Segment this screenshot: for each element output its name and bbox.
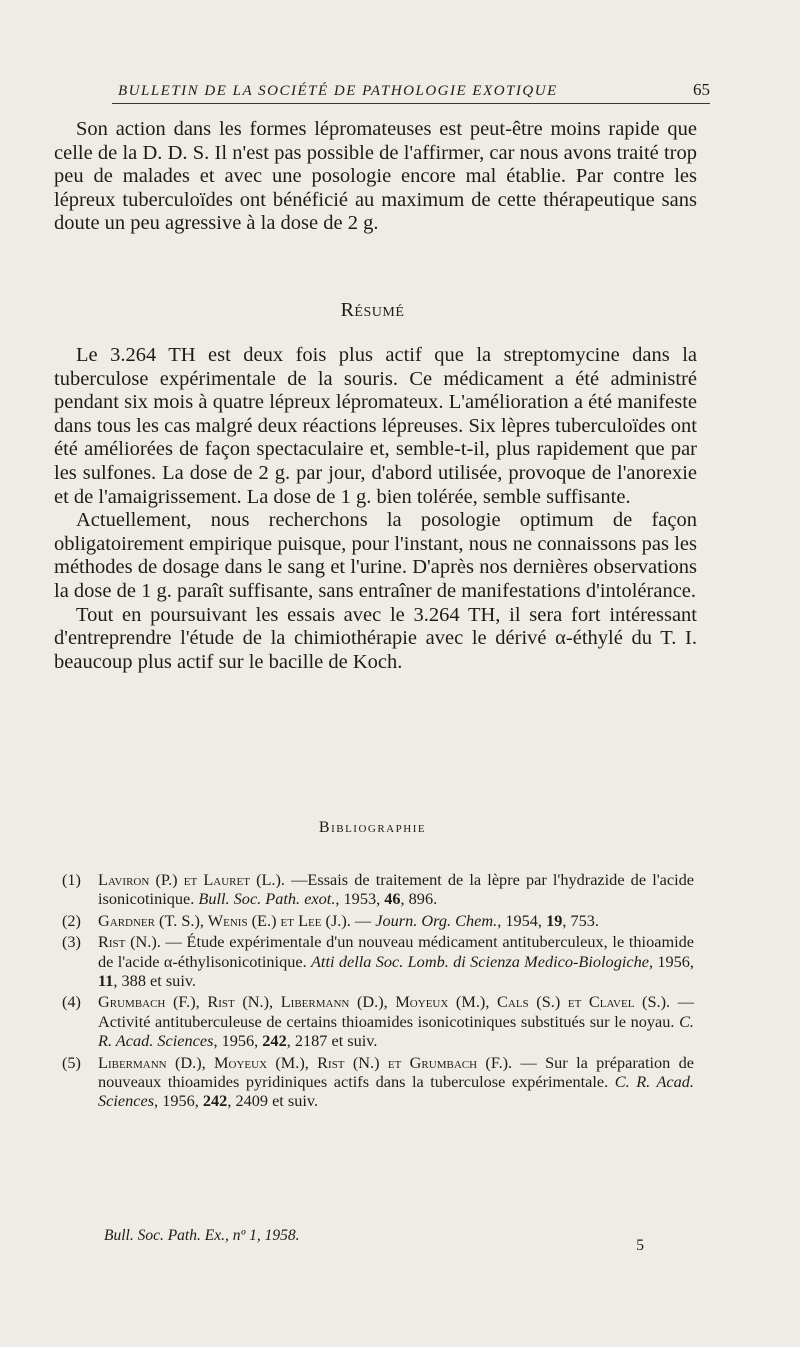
reference-pages: , 388 et suiv. xyxy=(113,971,196,991)
page-footer xyxy=(104,1227,644,1254)
reference-volume: 242 xyxy=(202,1091,228,1111)
reference-authors: Laviron (P.) et Lauret (L.). xyxy=(98,870,285,889)
intro-paragraph: Son action dans les formes lépromateuses est peut-être moins rapide que celle de la D. D. S. Il n'est pas possible de l'affirmer, car nous avons traité trop peu de malades et avec une posologie encore mal établie. Par contre les lépreux tuberculoïdes ont bénéficié au maximum de cette thérapeutique sans doute un peu agressive à la dose de 2 g. xyxy=(54,118,697,235)
resume-heading: Résumé xyxy=(340,299,405,321)
reference-item xyxy=(62,911,694,930)
reference-title: — Sur la préparation de nouveaux thioamides pyridiniques actifs dans la tuberculose expérimentale. xyxy=(98,1052,695,1092)
reference-number: (3) xyxy=(62,932,81,952)
reference-volume: 46 xyxy=(384,889,401,909)
reference-authors: Gardner (T. S.), Wenis (E.) et Lee (J.). xyxy=(98,910,351,930)
reference-journal: Bull. Soc. Path. exot. xyxy=(198,889,336,909)
bibliography-list xyxy=(62,870,694,1113)
bibliography-heading: Bibliographie xyxy=(318,819,427,836)
reference-year: , 1953, xyxy=(335,889,385,909)
resume-paragraph-1: Le 3.264 TH est deux fois plus actif que la streptomycine dans la tuberculose expérimentale de la souris. Ce médicament a été administré pendant six mois à quatre lépreux lépromateux. L'amélioration a été manifeste dans tous les cas malgré deux réactions lépreuses. Six lèpres tuberculoïdes ont été améliorées de façon spectaculaire et, semble-t-il, plus rapidement que par les sulfones. La dose de 2 g. par jour, d'abord utilisée, provoque de l'anorexie et de l'amaigrissement. La dose de 1 g. bien tolérée, semble suffisante. xyxy=(54,344,697,508)
reference-authors: Grumbach (F.), Rist (N.), Libermann (D.), Moyeux (M.), Cals (S.) et Clavel (S.). xyxy=(98,992,671,1012)
reference-authors: Rist (N.). xyxy=(98,932,161,952)
footer-citation: Bull. Soc. Path. Ex., nº 1, 1958. xyxy=(104,1227,300,1244)
reference-number: (5) xyxy=(62,1052,81,1072)
reference-number: (1) xyxy=(62,870,81,889)
journal-title: BULLETIN DE LA SOCIÉTÉ DE PATHOLOGIE EXOTIQUE xyxy=(118,83,558,99)
reference-number: (4) xyxy=(62,992,81,1012)
reference-item xyxy=(62,870,694,909)
reference-year: , 1956, xyxy=(213,1031,263,1051)
running-header xyxy=(112,80,710,104)
reference-journal: C. R. Acad. Sciences xyxy=(98,1072,694,1111)
reference-pages: , 896. xyxy=(400,889,438,909)
reference-year: , 1956, xyxy=(154,1091,203,1111)
reference-volume: 11 xyxy=(98,971,114,991)
reference-item xyxy=(62,932,694,990)
reference-pages: , 2409 et suiv. xyxy=(227,1091,319,1111)
reference-item xyxy=(62,1053,694,1111)
reference-volume: 242 xyxy=(262,1031,287,1051)
reference-year: , 1954, xyxy=(497,910,547,930)
reference-title: — Activité antituberculeuse de certains thioamides isonicotiniques substitués sur le noyau. xyxy=(98,992,695,1031)
resume-section xyxy=(54,344,697,674)
page-number: 65 xyxy=(693,80,710,99)
reference-journal: Journ. Org. Chem. xyxy=(375,910,498,930)
intro-paragraph-block xyxy=(54,118,697,236)
reference-authors: Libermann (D.), Moyeux (M.), Rist (N.) et Grumbach (F.). xyxy=(98,1052,513,1072)
resume-paragraph-2: Actuellement, nous recherchons la posologie optimum de façon obligatoirement empirique puisque, pour l'instant, nous ne connaissons pas les méthodes de dosage dans le sang et l'urine. D'après nos dernières observations la dose de 1 g. paraît suffisante, sans entraîner de manifestations d'intolérance. xyxy=(54,509,697,602)
reference-pages: , 753. xyxy=(562,910,599,930)
reference-volume: 19 xyxy=(546,910,563,930)
reference-journal: C. R. Acad. Sciences xyxy=(98,1011,694,1051)
reference-title: — xyxy=(350,910,376,930)
resume-paragraph-3: Tout en poursuivant les essais avec le 3.264 TH, il sera fort intéressant d'entreprendre l'étude de la chimiothérapie avec le dérivé α-éthylé du T. I. beaucoup plus actif sur le bacille de Koch. xyxy=(54,603,697,673)
reference-journal: Atti della Soc. Lomb. di Scienza Medico-Biologiche xyxy=(310,951,649,971)
reference-number: (2) xyxy=(62,910,81,930)
reference-item xyxy=(62,992,694,1050)
reference-title: —Essais de traitement de la lèpre par l'hydrazide de l'acide isonicotinique. xyxy=(98,870,694,909)
footer-signature: 5 xyxy=(636,1237,644,1254)
reference-pages: , 2187 et suiv. xyxy=(286,1031,378,1051)
reference-year: , 1956, xyxy=(648,951,694,971)
reference-title: — Étude expérimentale d'un nouveau médicament antituberculeux, le thioamide de l'acide α-éthylisonicotinique. xyxy=(98,932,695,971)
